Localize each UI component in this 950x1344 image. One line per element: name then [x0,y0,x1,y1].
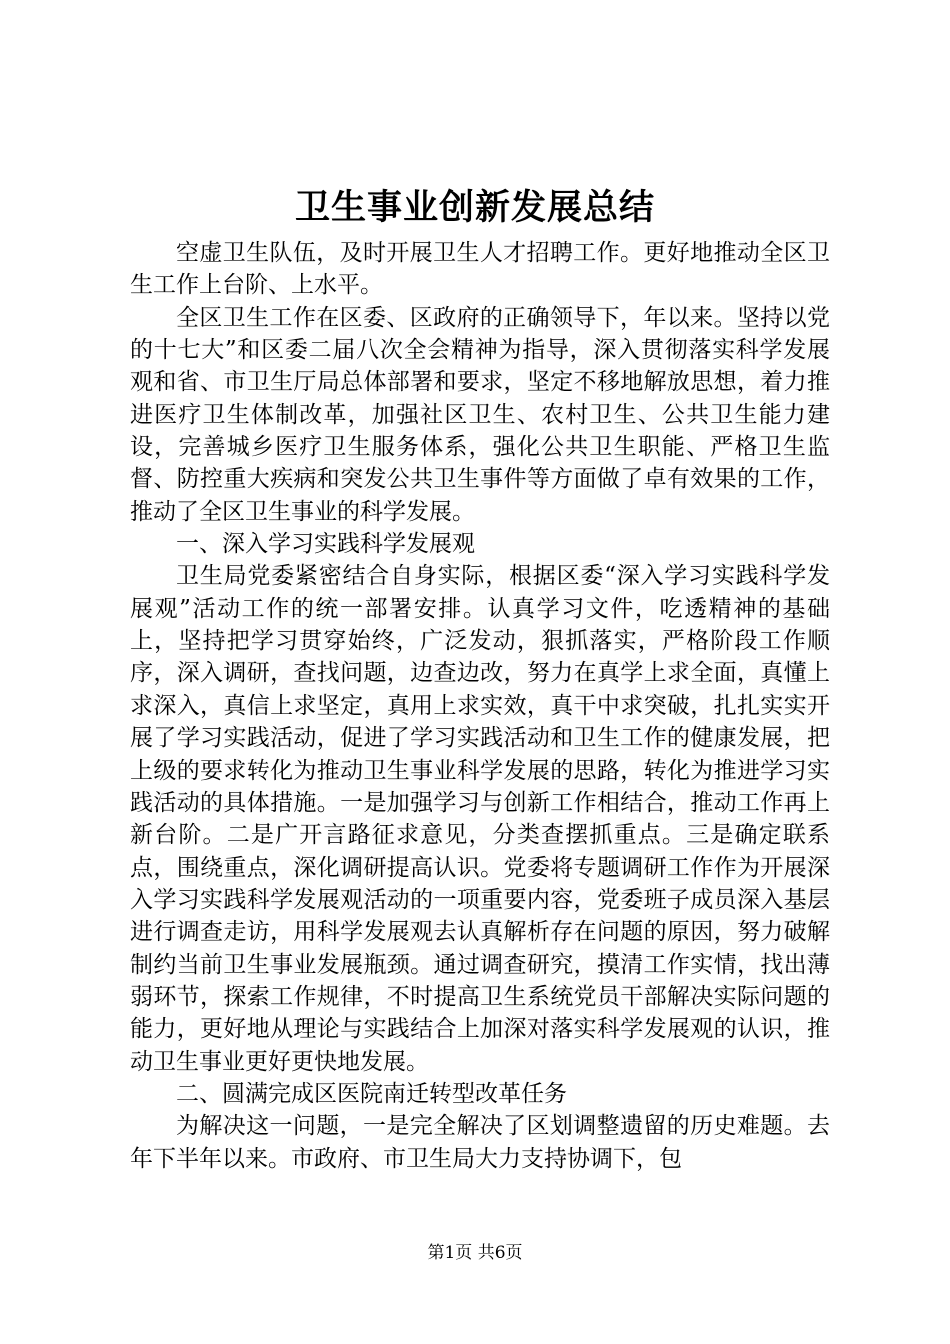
paragraph: 空虚卫生队伍，及时开展卫生人才招聘工作。更好地推动全区卫生工作上台阶、上水平。 [130,240,830,299]
section-heading: 一、深入学习实践科学发展观 [176,531,475,558]
page-title: 卫生事业创新发展总结 [294,187,655,228]
document-body [130,237,830,1175]
page-footer: 第1页 共6页 [427,1243,523,1263]
section-heading: 二、圆满完成区医院南迁转型改革任务 [176,1080,567,1107]
paragraph: 为解决这一问题，一是完全解决了区划调整遗留的历史难题。去年下半年以来。市政府、市卫生局大力支持协调下，包 [130,1113,830,1172]
paragraph: 卫生局党委紧密结合自身实际，根据区委“深入学习实践科学发展观”活动工作的统一部署安排。认真学习文件，吃透精神的基础上，坚持把学习贯穿始终，广泛发动，狠抓落实，严格阶段工作顺序，深入调研，查找问题，边查边改，努力在真学上求全面，真懂上求深入，真信上求坚定，真用上求实效，真干中求突破，扎扎实实开展了学习实践活动，促进了学习实践活动和卫生工作的健康发展，把上级的要求转化为推动卫生事业科学发展的思路，转化为推进学习实践活动的具体措施。一是加强学习与创新工作相结合，推动工作再上新台阶。二是广开言路征求意见，分类查摆抓重点。三是确定联系点，围绕重点，深化调研提高认识。党委将专题调研工作作为开展深入学习实践科学发展观活动的一项重要内容，党委班子成员深入基层进行调查走访，用科学发展观去认真解析存在问题的原因，努力破解制约当前卫生事业发展瓶颈。通过调查研究，摸清工作实情，找出薄弱环节，探索工作规律，不时提高卫生系统党员干部解决实际问题的能力，更好地从理论与实践结合上加深对落实科学发展观的认识，推动卫生事业更好更快地发展。 [130,563,830,1075]
paragraph: 全区卫生工作在区委、区政府的正确领导下，年以来。坚持以党的十七大”和区委二届八次全会精神为指导，深入贯彻落实科学发展观和省、市卫生厅局总体部署和要求，坚定不移地解放思想，着力推进医疗卫生体制改革，加强社区卫生、农村卫生、公共卫生能力建设，完善城乡医疗卫生服务体系，强化公共卫生职能、严格卫生监督、防控重大疾病和突发公共卫生事件等方面做了卓有效果的工作，推动了全区卫生事业的科学发展。 [130,304,830,525]
